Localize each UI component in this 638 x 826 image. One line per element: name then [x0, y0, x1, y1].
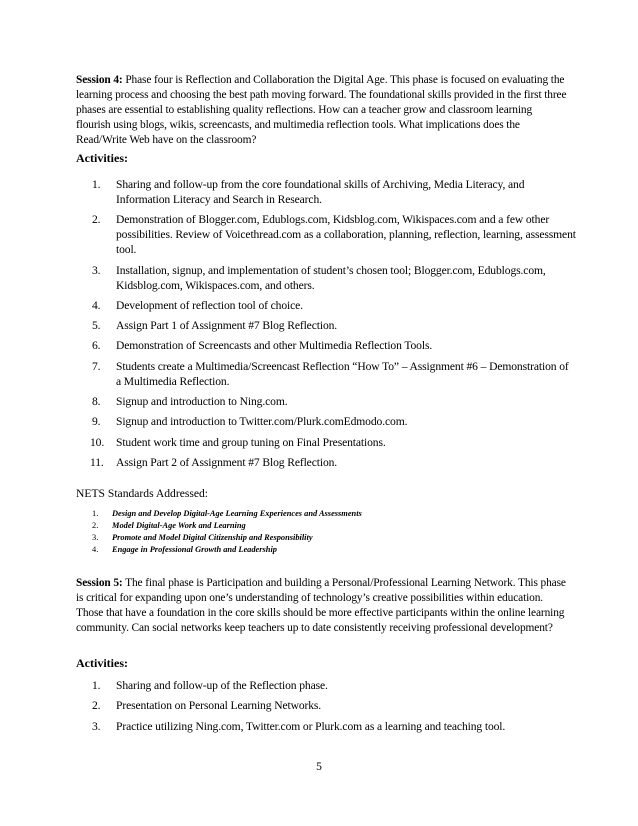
session-4-paragraph [76, 73, 568, 148]
list-item-text: Assign Part 2 of Assignment #7 Blog Reflection. [116, 455, 338, 469]
list-item-text: Signup and introduction to Twitter.com/Plurk.comEdmodo.com. [116, 415, 408, 429]
session-4-activities-heading: Activities: [76, 151, 128, 165]
list-item-text: Engage in Professional Growth and Leadership [112, 545, 277, 554]
list-item-text: Practice utilizing Ning.com, Twitter.com or Plurk.com as a learning and teaching tool. [116, 719, 506, 733]
list-item-text: Students create a Multimedia/Screencast Reflection “How To” – Assignment #6 – Demonstration of a Multimedia Reflection. [116, 359, 569, 388]
list-item-text: Student work time and group tuning on Final Presentations. [116, 435, 386, 449]
list-item [76, 455, 576, 470]
list-item-number: 10. [90, 435, 105, 449]
list-item [76, 532, 362, 544]
list-item-text: Development of reflection tool of choice. [116, 298, 303, 312]
list-item [76, 698, 576, 713]
list-item-number: 11. [90, 455, 104, 469]
list-item [76, 177, 576, 207]
session-4-activities-list [76, 177, 576, 475]
list-item [76, 719, 576, 734]
list-item-text: Demonstration of Screencasts and other Multimedia Reflection Tools. [116, 339, 433, 353]
list-item-number: 6. [92, 339, 101, 353]
session-4-text: Phase four is Reflection and Collaboration the Digital Age. This phase is focused on evaluating the learning process and choosing the best path moving forward. The foundational skills provided in the first three phases are essential to establishing quality reflections. How can a teacher grow and classroom learning flourish using blogs, wikis, screencasts, and multimedia reflection tools. What implications does the Read/Write Web have on the classroom? [76, 74, 567, 146]
list-item-number: 9. [92, 415, 101, 429]
list-item-text: Sharing and follow-up of the Reflection phase. [116, 679, 328, 692]
list-item [76, 544, 362, 556]
page-number: 5 [316, 760, 322, 773]
list-item-number: 2. [92, 213, 101, 227]
list-item-number: 5. [92, 319, 101, 333]
list-item [76, 520, 362, 532]
list-item [76, 678, 576, 693]
session-5-activities-heading: Activities: [76, 656, 128, 670]
session-5-text: The final phase is Participation and building a Personal/Professional Learning Network. This phase is critical for expanding upon one’s understanding of technology’s creative possibilities within education. Those that have a foundation in the core skills should be more effective participants within the online learning community. Can social networks keep teachers up to date consistently receiving professional development? [76, 577, 566, 634]
list-item [76, 508, 362, 520]
list-item [76, 394, 576, 409]
session-4-lead: Session 4: [76, 74, 123, 86]
list-item-text: Demonstration of Blogger.com, Edublogs.com, Kidsblog.com, Wikispaces.com and a few other possibilities. Review of Voicethread.com as a collaboration, planning, reflection, learning, assessment tool. [116, 213, 576, 257]
list-item-text: Design and Develop Digital-Age Learning Experiences and Assessments [112, 509, 362, 518]
list-item [76, 212, 576, 257]
session-5-lead: Session 5: [76, 577, 123, 589]
list-item-text: Presentation on Personal Learning Networks. [116, 699, 322, 713]
list-item-number: 1. [92, 679, 101, 692]
nets-standards-list [76, 508, 362, 556]
list-item-number: 1. [92, 509, 99, 518]
list-item-number: 8. [92, 395, 101, 409]
list-item-text: Model Digital-Age Work and Learning [112, 521, 246, 530]
list-item-number: 4. [92, 545, 99, 554]
list-item-number: 3. [92, 263, 101, 277]
list-item-number: 3. [92, 719, 101, 733]
list-item-number: 1. [92, 178, 101, 191]
list-item-text: Assign Part 1 of Assignment #7 Blog Reflection. [116, 319, 338, 333]
list-item [76, 298, 576, 313]
session-5-paragraph [76, 576, 568, 636]
list-item-number: 2. [92, 699, 101, 713]
list-item-text: Signup and introduction to Ning.com. [116, 395, 288, 409]
nets-standards-heading: NETS Standards Addressed: [76, 487, 209, 500]
list-item-text: Promote and Model Digital Citizenship and Responsibility [112, 533, 313, 542]
list-item-number: 3. [92, 533, 99, 542]
list-item [76, 414, 576, 429]
list-item [76, 318, 576, 333]
list-item-text: Sharing and follow-up from the core foundational skills of Archiving, Media Literacy, and Information Literacy and Search in Research. [116, 178, 525, 206]
list-item-number: 4. [92, 298, 101, 312]
list-item-number: 7. [92, 359, 101, 373]
list-item-text: Installation, signup, and implementation of student’s chosen tool; Blogger.com, Edublogs.com, Kidsblog.com, Wikispaces.com, and others. [116, 263, 546, 292]
session-5-activities-list [76, 678, 576, 739]
list-item [76, 359, 576, 389]
list-item [76, 338, 576, 353]
list-item-number: 2. [92, 521, 99, 530]
list-item [76, 435, 576, 450]
list-item [76, 263, 576, 293]
